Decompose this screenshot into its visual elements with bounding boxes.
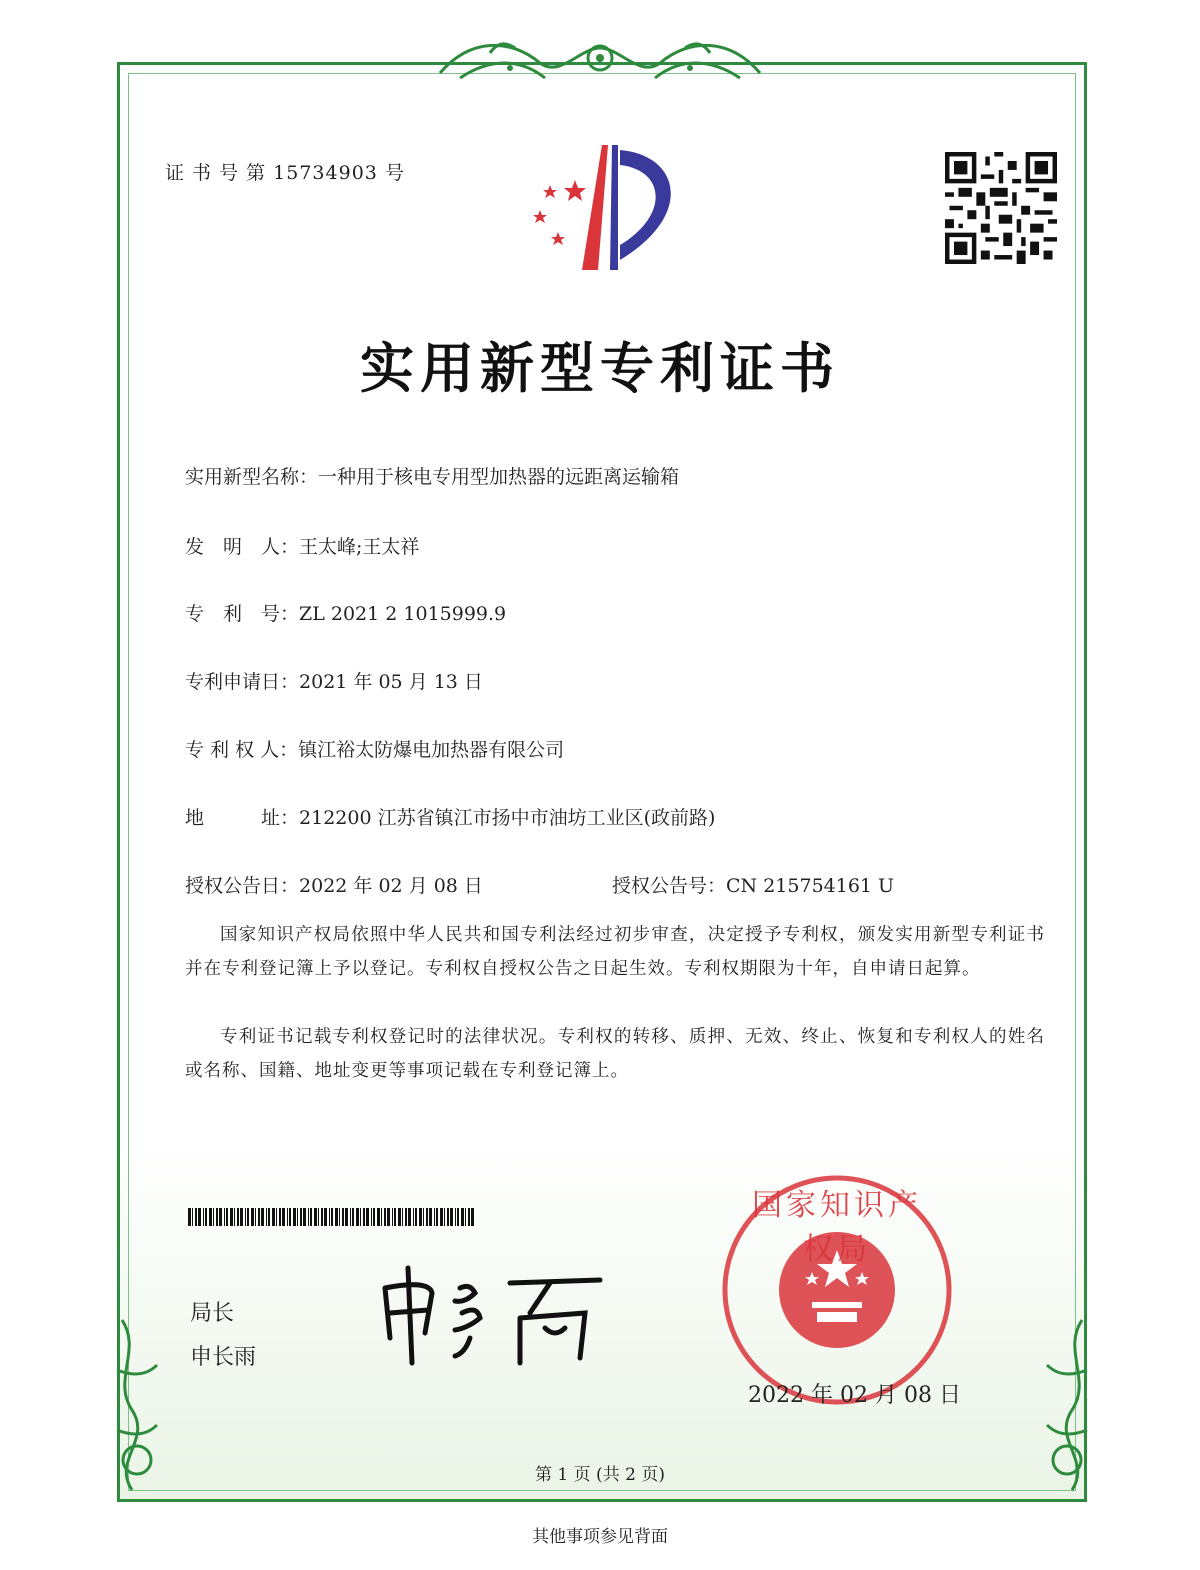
barcode-bar xyxy=(234,1208,235,1226)
statement-paragraph-1: 国家知识产权局依照中华人民共和国专利法经过初步审查，决定授予专利权，颁发实用新型专利证书并在专利登记簿上予以登记。专利权自授权公告之日起生效。专利权期限为十年，自申请日起算。 xyxy=(185,925,1045,979)
field-label: 授权公告号： xyxy=(612,875,727,897)
barcode-bar xyxy=(219,1208,222,1226)
barcode-bar xyxy=(345,1208,348,1226)
barcode-bar xyxy=(255,1208,256,1226)
barcode-bar xyxy=(440,1208,443,1226)
barcode-bar xyxy=(360,1208,361,1226)
barcode-bar xyxy=(310,1208,312,1226)
barcode-bar xyxy=(289,1208,291,1226)
barcode-bar xyxy=(392,1208,393,1226)
barcode-bar xyxy=(195,1208,197,1226)
field-label: 专利申请日： xyxy=(185,671,300,693)
barcode-bar xyxy=(461,1208,464,1226)
barcode-bar xyxy=(314,1208,317,1226)
field-utility-model-name xyxy=(185,462,679,489)
barcode-bar xyxy=(413,1208,414,1226)
field-patent-number xyxy=(185,599,506,626)
barcode-bar xyxy=(268,1208,270,1226)
barcode-bar xyxy=(394,1208,396,1226)
barcode-bar xyxy=(203,1208,204,1226)
barcode-bar xyxy=(356,1208,359,1226)
barcode-bar xyxy=(297,1208,298,1226)
barcode-bar xyxy=(363,1208,365,1226)
barcode-bar xyxy=(408,1208,411,1226)
barcode-bar xyxy=(384,1208,386,1226)
field-value: 一种用于核电专用型加热器的远距离运输箱 xyxy=(318,466,680,488)
field-label: 地 址： xyxy=(185,807,300,829)
statement-paragraph-2: 专利证书记载专利权登记时的法律状况。专利权的转移、质押、无效、终止、恢复和专利权人的姓名或名称、国籍、地址变更等事项记载在专利登记簿上。 xyxy=(185,1027,1045,1081)
barcode-bar xyxy=(261,1208,264,1226)
barcode-bar xyxy=(224,1208,225,1226)
certificate-title: 实用新型专利证书 xyxy=(360,336,840,400)
field-address xyxy=(185,803,715,830)
barcode-bar xyxy=(308,1208,309,1226)
barcode-bar xyxy=(402,1208,403,1226)
director-name: 申长雨 xyxy=(190,1345,257,1370)
barcode-bar xyxy=(230,1208,233,1226)
barcode-bar xyxy=(373,1208,375,1226)
barcode-bar xyxy=(329,1208,330,1226)
director-title: 局长 xyxy=(190,1301,235,1326)
barcode-bar xyxy=(450,1208,453,1226)
barcode-bar xyxy=(198,1208,201,1226)
field-inventor xyxy=(185,532,419,559)
certificate-number-label: 证 书 号 第 xyxy=(165,162,267,184)
barcode-icon xyxy=(188,1208,476,1226)
barcode-bar xyxy=(350,1208,351,1226)
barcode-bar xyxy=(216,1208,218,1226)
barcode-bar xyxy=(331,1208,333,1226)
top-ornament-icon xyxy=(430,28,770,98)
field-value: CN 215754161 U xyxy=(726,875,895,897)
field-value: 2021 年 05 月 13 日 xyxy=(299,671,483,693)
barcode-bar xyxy=(434,1208,435,1226)
field-value: 王太峰;王太祥 xyxy=(299,536,420,558)
barcode-bar xyxy=(335,1208,338,1226)
barcode-bar xyxy=(293,1208,296,1226)
barcode-bar xyxy=(282,1208,285,1226)
barcode-bar xyxy=(352,1208,354,1226)
barcode-bar xyxy=(419,1208,422,1226)
barcode-bar xyxy=(272,1208,275,1226)
barcode-bar xyxy=(339,1208,340,1226)
barcode-bar xyxy=(455,1208,456,1226)
barcode-bar xyxy=(213,1208,214,1226)
field-label: 专 利 权 人： xyxy=(185,739,299,761)
barcode-bar xyxy=(287,1208,288,1226)
barcode-bar xyxy=(192,1208,193,1226)
barcode-bar xyxy=(258,1208,260,1226)
barcode-bar xyxy=(240,1208,243,1226)
barcode-bar xyxy=(226,1208,228,1226)
certificate-number-suffix: 号 xyxy=(384,162,405,184)
barcode-bar xyxy=(266,1208,267,1226)
field-application-date xyxy=(185,667,483,694)
qr-code-icon[interactable] xyxy=(945,152,1057,264)
barcode-bar xyxy=(245,1208,246,1226)
patent-office-logo-icon xyxy=(520,140,690,275)
barcode-bar xyxy=(324,1208,327,1226)
barcode-bar xyxy=(465,1208,466,1226)
director-signature xyxy=(370,1258,620,1368)
field-announcement-number xyxy=(612,871,894,898)
barcode-bar xyxy=(444,1208,445,1226)
field-patentee xyxy=(185,735,564,762)
barcode-bar xyxy=(423,1208,424,1226)
page-number: 第 1 页 (共 2 页) xyxy=(535,1465,665,1485)
barcode-bar xyxy=(300,1208,302,1226)
barcode-bar xyxy=(426,1208,428,1226)
field-label: 实用新型名称： xyxy=(185,466,319,488)
barcode-bar xyxy=(303,1208,306,1226)
barcode-bar xyxy=(209,1208,212,1226)
certificate-number-value: 15734903 xyxy=(273,162,378,184)
field-value: 2022 年 02 月 08 日 xyxy=(299,875,483,897)
barcode-bar xyxy=(447,1208,449,1226)
barcode-bar xyxy=(205,1208,207,1226)
barcode-bar xyxy=(366,1208,369,1226)
barcode-bar xyxy=(279,1208,281,1226)
seal-text: 国家知识产权局 xyxy=(752,1188,922,1267)
barcode-bar xyxy=(276,1208,277,1226)
field-label: 专 利 号： xyxy=(185,603,300,625)
barcode-bar xyxy=(342,1208,344,1226)
barcode-bar xyxy=(381,1208,382,1226)
field-value: 镇江裕太防爆电加热器有限公司 xyxy=(298,739,565,761)
barcode-bar xyxy=(471,1208,474,1226)
barcode-bar xyxy=(371,1208,372,1226)
barcode-bar xyxy=(318,1208,319,1226)
seal-date: 2022 年 02 月 08 日 xyxy=(748,1383,961,1408)
field-value: 212200 江苏省镇江市扬中市油坊工业区(政前路) xyxy=(299,807,716,829)
field-grant-date xyxy=(185,871,483,898)
barcode-bar xyxy=(405,1208,407,1226)
barcode-bar xyxy=(251,1208,254,1226)
field-label: 授权公告日： xyxy=(185,875,300,897)
barcode-bar xyxy=(429,1208,432,1226)
barcode-bar xyxy=(247,1208,249,1226)
barcode-bar xyxy=(188,1208,191,1226)
barcode-bar xyxy=(237,1208,239,1226)
barcode-bar xyxy=(415,1208,417,1226)
field-value: ZL 2021 2 1015999.9 xyxy=(299,603,507,625)
back-side-note: 其他事项参见背面 xyxy=(532,1527,668,1547)
certificate-number xyxy=(165,158,405,185)
barcode-bar xyxy=(321,1208,323,1226)
barcode-bar xyxy=(436,1208,438,1226)
barcode-bar xyxy=(377,1208,380,1226)
seal-text-ring xyxy=(712,1172,962,1412)
barcode-bar xyxy=(457,1208,459,1226)
barcode-bar xyxy=(468,1208,470,1226)
barcode-bar xyxy=(387,1208,390,1226)
field-label: 发 明 人： xyxy=(185,536,300,558)
barcode-bar xyxy=(398,1208,401,1226)
